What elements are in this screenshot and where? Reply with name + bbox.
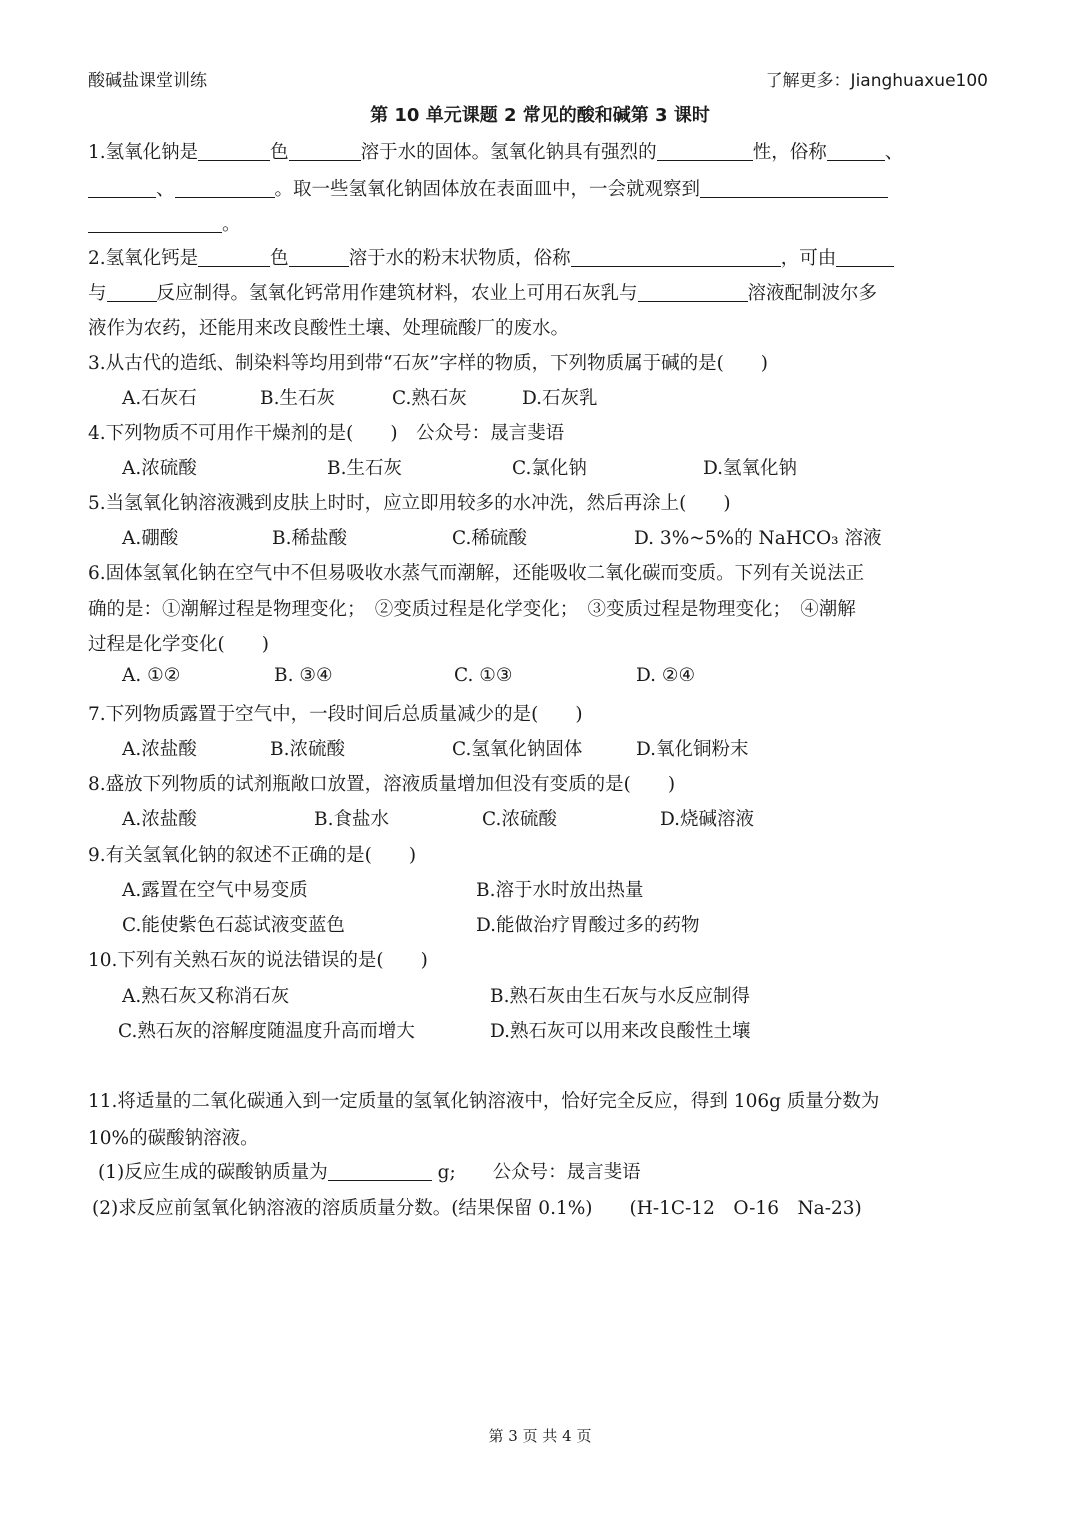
- q2-blank-solubility[interactable]: [289, 246, 349, 267]
- q1-blank-observation-cont[interactable]: [88, 212, 222, 233]
- q1-text: 、: [884, 142, 904, 163]
- q6-option-c[interactable]: C. ①③: [454, 665, 513, 686]
- q9-option-a[interactable]: A.露置在空气中易变质: [122, 880, 308, 901]
- q1-text: 溶于水的固体。氢氧化钠具有强烈的: [360, 142, 657, 163]
- q1-blank-name1[interactable]: [827, 140, 885, 161]
- q1-blank-solubility[interactable]: [289, 140, 361, 161]
- q1-blank-observation[interactable]: [700, 177, 888, 198]
- q11-part1-text: (1)反应生成的碳酸钠质量为: [98, 1162, 328, 1183]
- q3-option-b[interactable]: B.生石灰: [260, 388, 335, 409]
- q8-option-a[interactable]: A.浓盐酸: [122, 809, 197, 830]
- q1-blank-property[interactable]: [657, 140, 753, 161]
- q5-option-b[interactable]: B.稀盐酸: [272, 528, 347, 549]
- q8-option-d[interactable]: D.烧碱溶液: [660, 809, 755, 830]
- q11-part1-unit: g; 公众号：晟言斐语: [431, 1162, 641, 1183]
- q6-option-b[interactable]: B. ③④: [274, 665, 333, 686]
- q11-line1: 11.将适量的二氧化碳通入到一定质量的氢氧化钠溶液中，恰好完全反应，得到 106g 质量分数为: [88, 1091, 880, 1112]
- q7-option-a[interactable]: A.浓盐酸: [122, 739, 197, 760]
- q7-option-c[interactable]: C.氢氧化钠固体: [452, 739, 583, 760]
- q2-line1: [88, 244, 894, 270]
- q11-blank-mass[interactable]: [328, 1160, 432, 1181]
- header-right: 了解更多：Jianghuaxue100: [765, 71, 988, 91]
- q2-blank-color[interactable]: [198, 246, 270, 267]
- q6-option-a[interactable]: A. ①②: [122, 665, 181, 686]
- q9-option-b[interactable]: B.溶于水时放出热量: [476, 880, 644, 901]
- q1-text: 。取一些氢氧化钠固体放在表面皿中，一会就观察到: [274, 179, 701, 200]
- q2-text: 色: [270, 248, 289, 269]
- q1-text: 性，俗称: [752, 142, 827, 163]
- q4-option-c[interactable]: C.氯化钠: [512, 458, 587, 479]
- q2-text: 溶于水的粉末状物质，俗称: [348, 248, 571, 269]
- page-footer: 第 3 页 共 4 页: [488, 1427, 592, 1445]
- q2-line2: [88, 279, 877, 305]
- q5-option-c[interactable]: C.稀硫酸: [452, 528, 527, 549]
- q10-option-c[interactable]: C.熟石灰的溶解度随温度升高而增大: [118, 1021, 415, 1042]
- q3-option-c[interactable]: C.熟石灰: [392, 388, 467, 409]
- q2-blank-reactant1[interactable]: [836, 246, 894, 267]
- q7-option-b[interactable]: B.浓硫酸: [270, 739, 345, 760]
- q7-stem: 7.下列物质露置于空气中，一段时间后总质量减少的是( ): [88, 704, 583, 725]
- header-left: 酸碱盐课堂训练: [88, 71, 207, 91]
- q5-option-a[interactable]: A.硼酸: [122, 528, 179, 549]
- q1-line3: [88, 210, 241, 236]
- q6-line1: 6.固体氢氧化钠在空气中不但易吸收水蒸气而潮解，还能吸收二氧化碳而变质。下列有关说法正: [88, 563, 865, 584]
- q6-line3: 过程是化学变化( ): [88, 634, 269, 655]
- q8-option-b[interactable]: B.食盐水: [314, 809, 389, 830]
- q10-option-a[interactable]: A.熟石灰又称消石灰: [122, 986, 290, 1007]
- q1-line1: [88, 138, 903, 164]
- q9-option-d[interactable]: D.能做治疗胃酸过多的药物: [476, 915, 700, 936]
- q2-blank-solution[interactable]: [638, 281, 748, 302]
- q11-part2: (2)求反应前氢氧化钠溶液的溶质质量分数。(结果保留 0.1%) (H-1C-12 O-16 Na-23): [92, 1198, 862, 1219]
- q1-blank-name3[interactable]: [175, 177, 275, 198]
- q3-stem: 3.从古代的造纸、制染料等均用到带“石灰”字样的物质，下列物质属于碱的是( ): [88, 353, 769, 374]
- q6-line2: 确的是：①潮解过程是物理变化； ②变质过程是化学变化； ③变质过程是物理变化； ④潮解: [88, 599, 856, 620]
- q2-blank-reactant2[interactable]: [107, 281, 157, 302]
- q5-stem: 5.当氢氧化钠溶液溅到皮肤上时时，应立即用较多的水冲洗，然后再涂上( ): [88, 493, 731, 514]
- page-title: 第 10 单元课题 2 常见的酸和碱第 3 课时: [370, 105, 710, 126]
- q1-text: 、: [156, 179, 175, 200]
- q11-part1: [98, 1158, 641, 1184]
- q1-blank-name2[interactable]: [88, 177, 156, 198]
- q3-option-d[interactable]: D.石灰乳: [522, 388, 598, 409]
- q2-text: 2.氢氧化钙是: [88, 248, 199, 269]
- q10-option-d[interactable]: D.熟石灰可以用来改良酸性土壤: [490, 1021, 751, 1042]
- q2-text: 反应制得。氢氧化钙常用作建筑材料，农业上可用石灰乳与: [156, 283, 638, 304]
- q2-line3: 液作为农药，还能用来改良酸性土壤、处理硫酸厂的废水。: [88, 318, 570, 339]
- q2-blank-common-name[interactable]: [571, 246, 781, 267]
- q1-text: 。: [222, 214, 241, 235]
- q4-option-b[interactable]: B.生石灰: [327, 458, 402, 479]
- q1-text: 色: [270, 142, 289, 163]
- q4-option-d[interactable]: D.氢氧化钠: [703, 458, 798, 479]
- q8-stem: 8.盛放下列物质的试剂瓶敞口放置，溶液质量增加但没有变质的是( ): [88, 774, 676, 795]
- q5-option-d[interactable]: D. 3%~5%的 NaHCO₃ 溶液: [634, 528, 882, 549]
- q10-option-b[interactable]: B.熟石灰由生石灰与水反应制得: [490, 986, 750, 1007]
- q4-option-a[interactable]: A.浓硫酸: [122, 458, 197, 479]
- q4-stem: 4.下列物质不可用作干燥剂的是( ) 公众号：晟言斐语: [88, 423, 565, 444]
- q2-text: 与: [88, 283, 107, 304]
- q9-stem: 9.有关氢氧化钠的叙述不正确的是( ): [88, 845, 417, 866]
- q10-stem: 10.下列有关熟石灰的说法错误的是( ): [88, 950, 428, 971]
- q2-text: ，可由: [780, 248, 837, 269]
- q11-line2: 10%的碳酸钠溶液。: [88, 1128, 259, 1149]
- q1-line2: [88, 175, 888, 201]
- q2-text: 溶液配制波尔多: [747, 283, 878, 304]
- q3-option-a[interactable]: A.石灰石: [122, 388, 197, 409]
- q1-blank-color[interactable]: [198, 140, 270, 161]
- q9-option-c[interactable]: C.能使紫色石蕊试液变蓝色: [122, 915, 345, 936]
- q8-option-c[interactable]: C.浓硫酸: [482, 809, 557, 830]
- q1-text: 1.氢氧化钠是: [88, 142, 199, 163]
- q6-option-d[interactable]: D. ②④: [636, 665, 696, 686]
- q7-option-d[interactable]: D.氧化铜粉末: [636, 739, 749, 760]
